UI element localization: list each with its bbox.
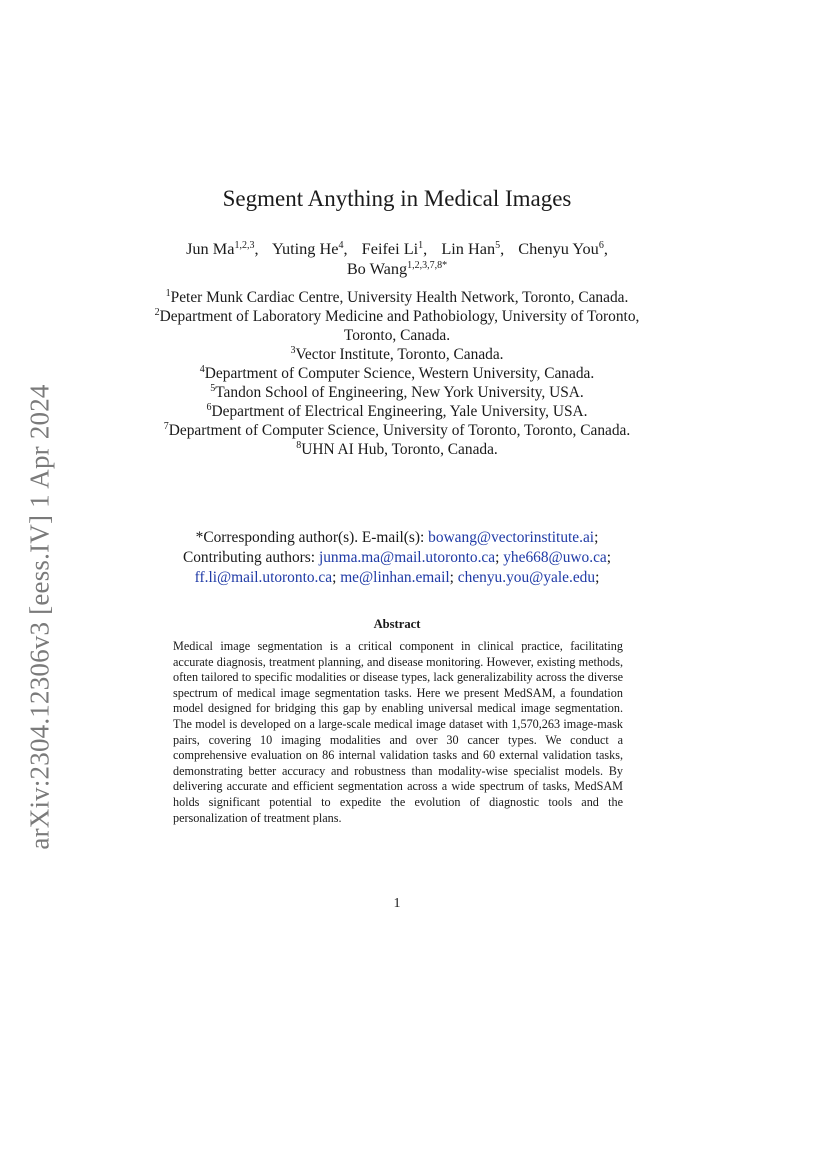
contributing-label: Contributing authors:: [182, 549, 316, 566]
email-link[interactable]: yhe668@uwo.ca: [503, 549, 607, 566]
email-link[interactable]: junma.ma@mail.utoronto.ca: [318, 549, 496, 566]
email-link[interactable]: chenyu.you@yale.edu: [457, 569, 596, 586]
author-list: [150, 239, 644, 279]
affiliation: $^3$Vector Institute, Toronto, Canada.: [290, 345, 504, 363]
paper-title: Segment Anything in Medical Images: [222, 186, 572, 211]
corresponding-email-link[interactable]: bowang@vectorinstitute.ai: [428, 529, 595, 546]
author: Chenyu You$^6$,: [518, 239, 608, 258]
contact-block: *Corresponding author(s). E-mail(s): bowang@vectorinstitute.ai; Contributing authors: junma.ma@mail.utoronto.ca; yhe668@uwo.ca; ff.li@mail.utoronto.ca; me@linhan.email; chenyu.you@yale.edu;: [182, 529, 612, 586]
author: Lin Han$^5$,: [441, 239, 505, 258]
arxiv-identifier: arXiv:2304.12306v3 [eess.IV] 1 Apr 2024: [24, 384, 55, 850]
page-number: 1: [393, 896, 401, 911]
affiliation: $^1$Peter Munk Cardiac Centre, University Health Network, Toronto, Canada.: [165, 288, 629, 306]
abstract-heading: Abstract: [373, 617, 421, 631]
affiliation: $^6$Department of Electrical Engineering, Yale University, USA.: [206, 402, 588, 420]
affiliation: $^8$UHN AI Hub, Toronto, Canada.: [296, 440, 498, 458]
affiliation: $^7$Department of Computer Science, University of Toronto, Toronto, Canada.: [163, 421, 631, 439]
corresponding-label: *Corresponding author(s). E-mail(s):: [195, 529, 425, 546]
author: Feifei Li$^1$,: [361, 239, 428, 258]
author: Jun Ma$^{1,2,3}$,: [186, 239, 259, 258]
affiliation: $^5$Tandon School of Engineering, New York University, USA.: [210, 383, 584, 401]
affiliation-list: [150, 288, 644, 459]
author: Yuting He$^4$,: [272, 239, 348, 258]
abstract-text: Medical image segmentation is a critical component in clinical practice, facilitating accurate diagnosis, treatment planning, and disease monitoring. However, existing methods, often tailored to specific modalities or disease types, lack generalizability across the diverse spectrum of medical image segmentation tasks. Here we present MedSAM, a foundation model designed for bridging this gap by enabling universal medical image segmentation. The model is developed on a large-scale medical image dataset with 1,570,263 image-mask pairs, covering 10 imaging modalities and over 30 cancer types. We conduct a comprehensive evaluation on 86 internal validation tasks and 60 external validation tasks, demonstrating better accuracy and robustness than modality-wise specialist models. By delivering accurate and efficient segmentation across a wide spectrum of tasks, MedSAM holds significant potential to expedite the evolution of diagnostic tools and the personalization of treatment plans.: [173, 639, 623, 825]
affiliation: $^4$Department of Computer Science, Western University, Canada.: [199, 364, 595, 382]
email-link[interactable]: me@linhan.email: [340, 569, 450, 586]
author: Bo Wang$^{1,2,3,7,8*}$: [346, 259, 448, 278]
affiliation: $^2$Department of Laboratory Medicine and Pathobiology, University of Toronto, Toronto, Canada.: [154, 307, 640, 344]
email-link[interactable]: ff.li@mail.utoronto.ca: [194, 569, 333, 586]
